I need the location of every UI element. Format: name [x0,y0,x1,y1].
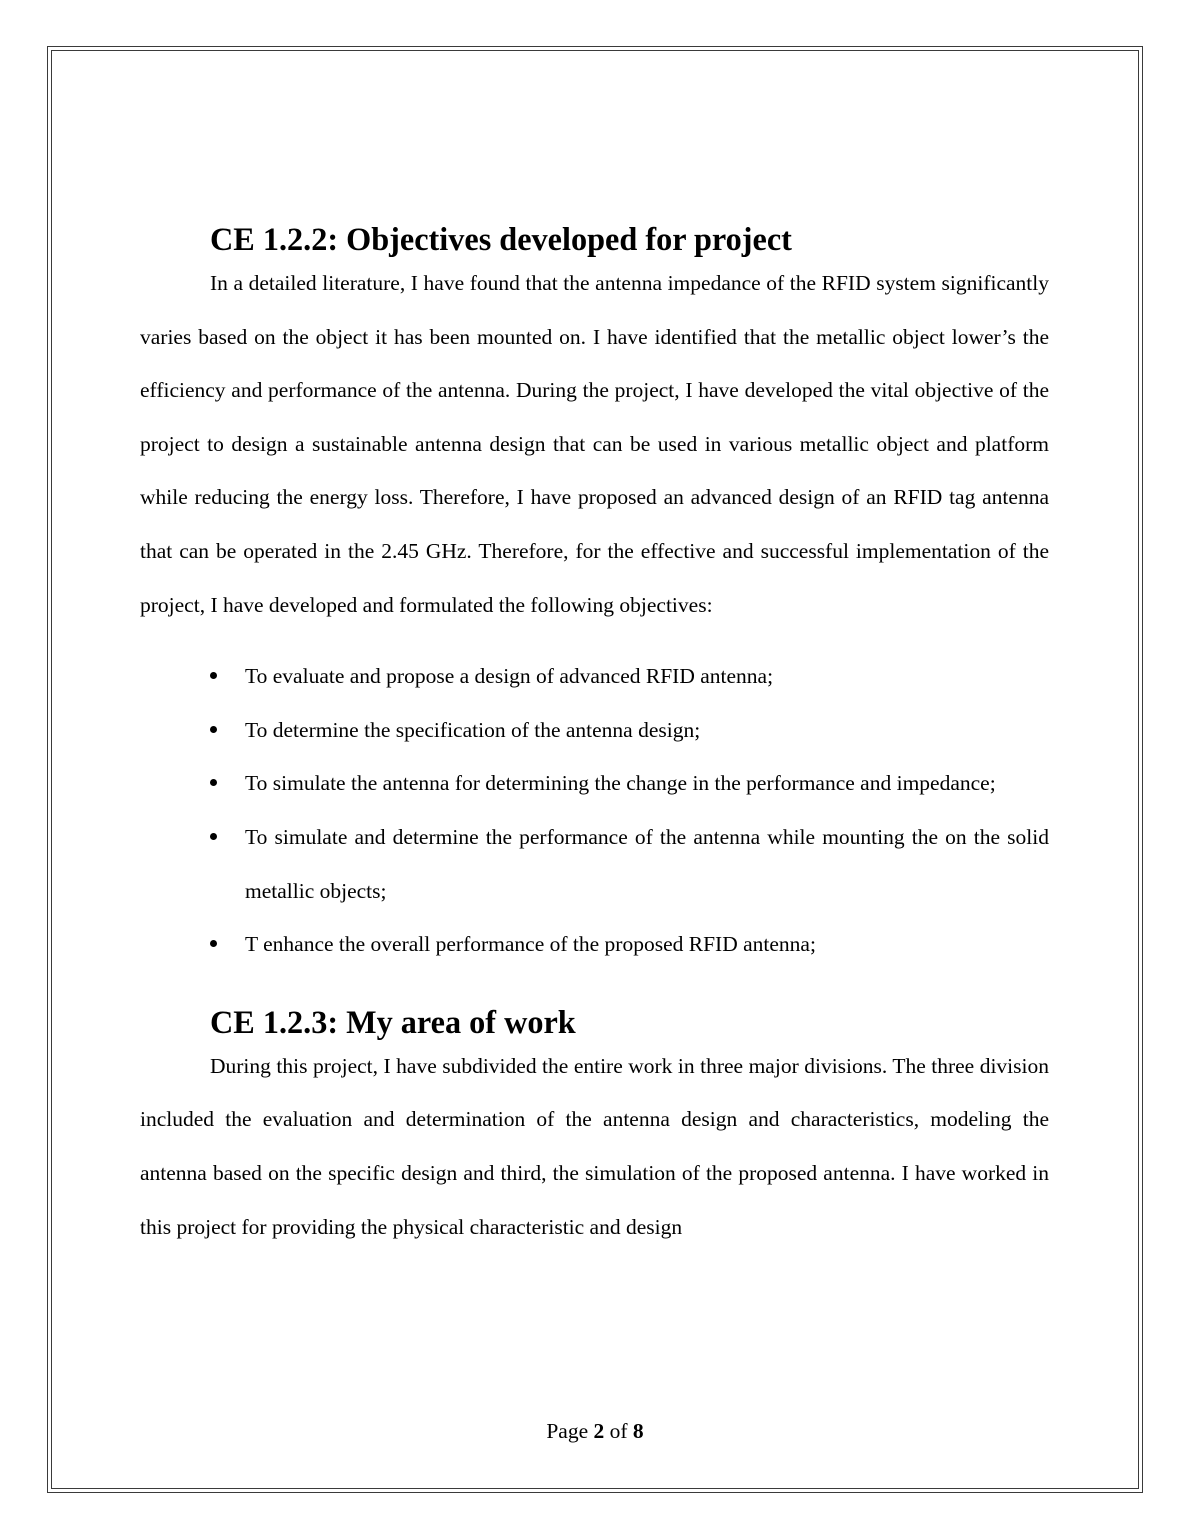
section-heading-area-of-work: CE 1.2.3: My area of work [210,1003,576,1040]
page-label: Page [546,1419,589,1443]
bullet-icon [210,672,217,679]
current-page-number: 2 [593,1419,605,1443]
list-item [140,650,1049,704]
list-item-text: To evaluate and propose a design of advanced RFID antenna; [245,664,774,689]
total-page-count: 8 [632,1419,644,1443]
list-item-text: To simulate and determine the performance of the antenna while mounting the on the solid metallic objects; [245,824,1049,903]
list-item [140,811,1049,918]
page-footer [0,1416,1190,1446]
spacer [140,972,1049,1004]
bullet-icon [210,726,217,733]
objectives-list [140,650,1049,972]
document-body [140,221,1049,1254]
section-heading-objectives: CE 1.2.2: Objectives developed for project [210,221,792,257]
list-item-text: To determine the specification of the antenna design; [245,717,701,742]
bullet-icon [210,779,217,786]
of-label: of [609,1419,628,1443]
list-item [140,757,1049,811]
list-item [140,918,1049,972]
list-item-text: T enhance the overall performance of the proposed RFID antenna; [245,932,816,957]
list-item-text: To simulate the antenna for determining the change in the performance and impedance; [245,771,996,796]
bullet-icon [210,940,217,947]
objectives-paragraph: In a detailed literature, I have found that the antenna impedance of the RFID system significantly varies based on the object it has been mounted on. I have identified that the metallic object lower’s the efficiency and performance of the antenna. During the project, I have developed the vital objective of the project to design a sustainable antenna design that can be used in various metallic object and platform while reducing the energy loss. Therefore, I have proposed an advanced design of an RFID tag antenna that can be operated in the 2.45 GHz. Therefore, for the effective and successful implementation of the project, I have developed and formulated the following objectives: [140,271,1049,617]
area-of-work-paragraph: During this project, I have subdivided the entire work in three major divisions. The three division included the evaluation and determination of the antenna design and characteristics, modeling the antenna based on the specific design and third, the simulation of the proposed antenna. I have worked in this project for providing the physical characteristic and design [140,1053,1049,1239]
bullet-icon [210,833,217,840]
list-item [140,704,1049,758]
